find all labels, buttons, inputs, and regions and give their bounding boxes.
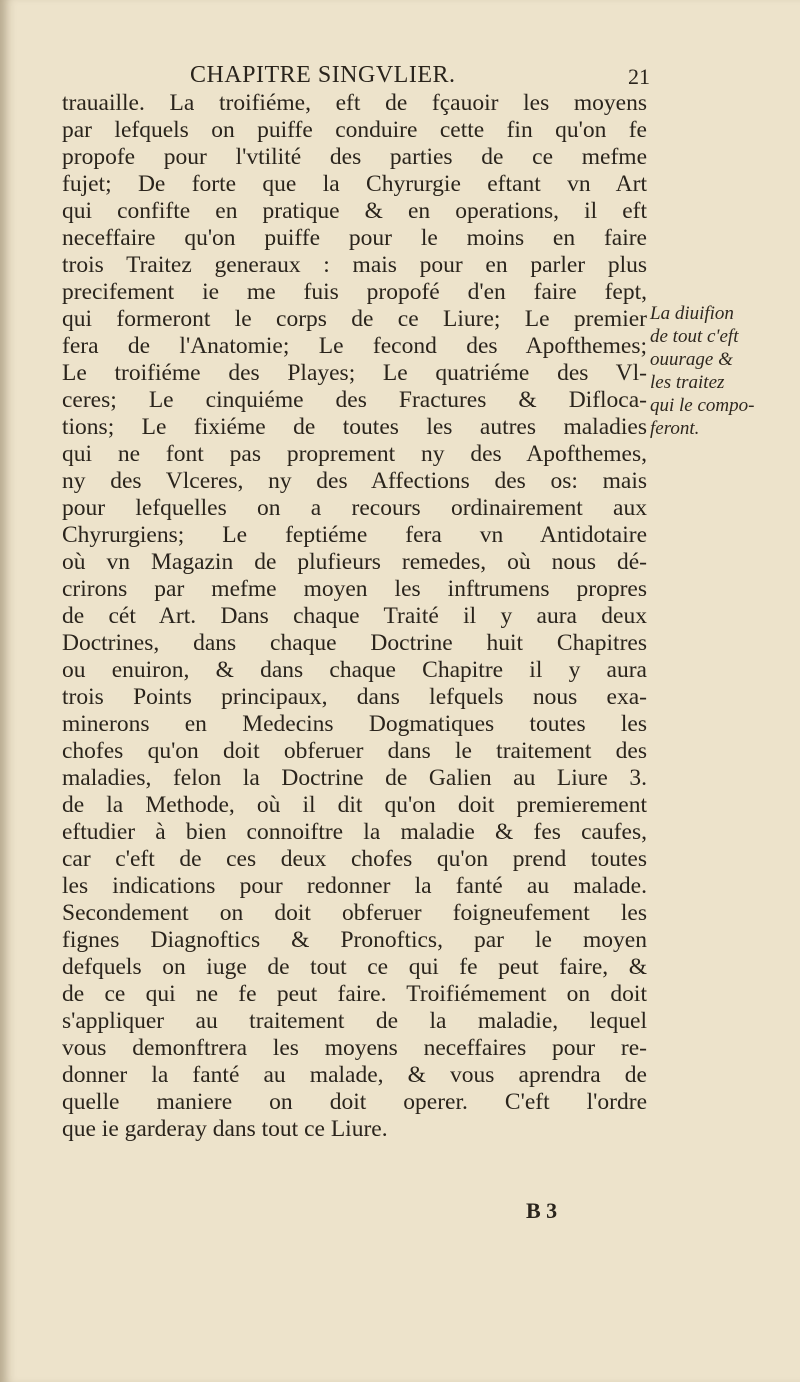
text-line: trauaille. La troifiéme, eft de fçauoir les moyens <box>62 90 647 116</box>
body-text <box>62 90 647 1143</box>
text-line: eftudier à bien connoiftre la maladie & fes caufes, <box>62 819 647 845</box>
page-header <box>60 62 650 92</box>
text-line: fujet; De forte que la Chyrurgie eftant vn Art <box>62 171 647 197</box>
running-head: CHAPITRE SINGVLIER. <box>190 62 456 88</box>
text-line: quelle maniere on doit operer. C'eft l'ordre <box>62 1089 647 1115</box>
margin-note-line: La diuifion <box>650 303 734 324</box>
margin-note-line: feront. <box>650 418 700 439</box>
text-line: car c'eft de ces deux chofes qu'on prend toutes <box>62 846 647 872</box>
text-line: par lefquels on puiffe conduire cette fin qu'on fe <box>62 117 647 143</box>
text-line: fignes Diagnoftics & Pronoftics, par le moyen <box>62 927 647 953</box>
text-line: les indications pour redonner la fanté au malade. <box>62 873 647 899</box>
text-line: fera de l'Anatomie; Le fecond des Apofthemes; <box>62 333 647 359</box>
text-line: de cét Art. Dans chaque Traité il y aura deux <box>62 603 647 629</box>
text-line: qui ne font pas proprement ny des Apofthemes, <box>62 441 647 467</box>
text-line: crirons par mefme moyen les inftrumens propres <box>62 576 647 602</box>
text-line: minerons en Medecins Dogmatiques toutes les <box>62 711 647 737</box>
margin-note-line: de tout c'eft <box>650 326 739 347</box>
text-line: ceres; Le cinquiéme des Fractures & Difloca- <box>62 387 647 413</box>
text-line: donner la fanté au malade, & vous aprendra de <box>62 1062 647 1088</box>
text-line: où vn Magazin de plufieurs remedes, où nous dé- <box>62 549 647 575</box>
text-line: Chyrurgiens; Le feptiéme fera vn Antidotaire <box>62 522 647 548</box>
text-line: ny des Vlceres, ny des Affections des os: mais <box>62 468 647 494</box>
margin-note-line: les traitez <box>650 372 725 393</box>
text-line: de ce qui ne fe peut faire. Troifiémement on doit <box>62 981 647 1007</box>
text-line: Doctrines, dans chaque Doctrine huit Chapitres <box>62 630 647 656</box>
text-line: Le troifiéme des Playes; Le quatriéme des Vl- <box>62 360 647 386</box>
signature-mark: B 3 <box>526 1198 558 1223</box>
text-line: trois Points principaux, dans lefquels nous exa- <box>62 684 647 710</box>
text-line: ou enuiron, & dans chaque Chapitre il y aura <box>62 657 647 683</box>
text-line: que ie garderay dans tout ce Liure. <box>62 1116 388 1142</box>
text-line: neceffaire qu'on puiffe pour le moins en faire <box>62 225 647 251</box>
text-line: defquels on iuge de tout ce qui fe peut faire, & <box>62 954 647 980</box>
text-line: maladies, felon la Doctrine de Galien au Liure 3. <box>62 765 647 791</box>
text-line: precifement ie me fuis propofé d'en faire fept, <box>62 279 647 305</box>
text-line: trois Traitez generaux : mais pour en parler plus <box>62 252 647 278</box>
margin-note-line: qui le compo- <box>650 395 755 416</box>
text-line: Secondement on doit obferuer foigneufement les <box>62 900 647 926</box>
margin-note-line: ouurage & <box>650 349 733 370</box>
text-line: vous demonftrera les moyens neceffaires pour re- <box>62 1035 647 1061</box>
text-line: propofe pour l'vtilité des parties de ce mefme <box>62 144 647 170</box>
text-line: qui formeront le corps de ce Liure; Le premier <box>62 306 647 332</box>
text-line: qui confifte en pratique & en operations, il eft <box>62 198 647 224</box>
margin-note <box>650 302 790 440</box>
text-line: pour lefquelles on a recours ordinairement aux <box>62 495 647 521</box>
text-line: de la Methode, où il dit qu'on doit premierement <box>62 792 647 818</box>
text-line: chofes qu'on doit obferuer dans le traitement des <box>62 738 647 764</box>
text-line: tions; Le fixiéme de toutes les autres maladies <box>62 414 647 440</box>
page-number: 21 <box>628 64 650 89</box>
text-line: s'appliquer au traitement de la maladie, lequel <box>62 1008 647 1034</box>
